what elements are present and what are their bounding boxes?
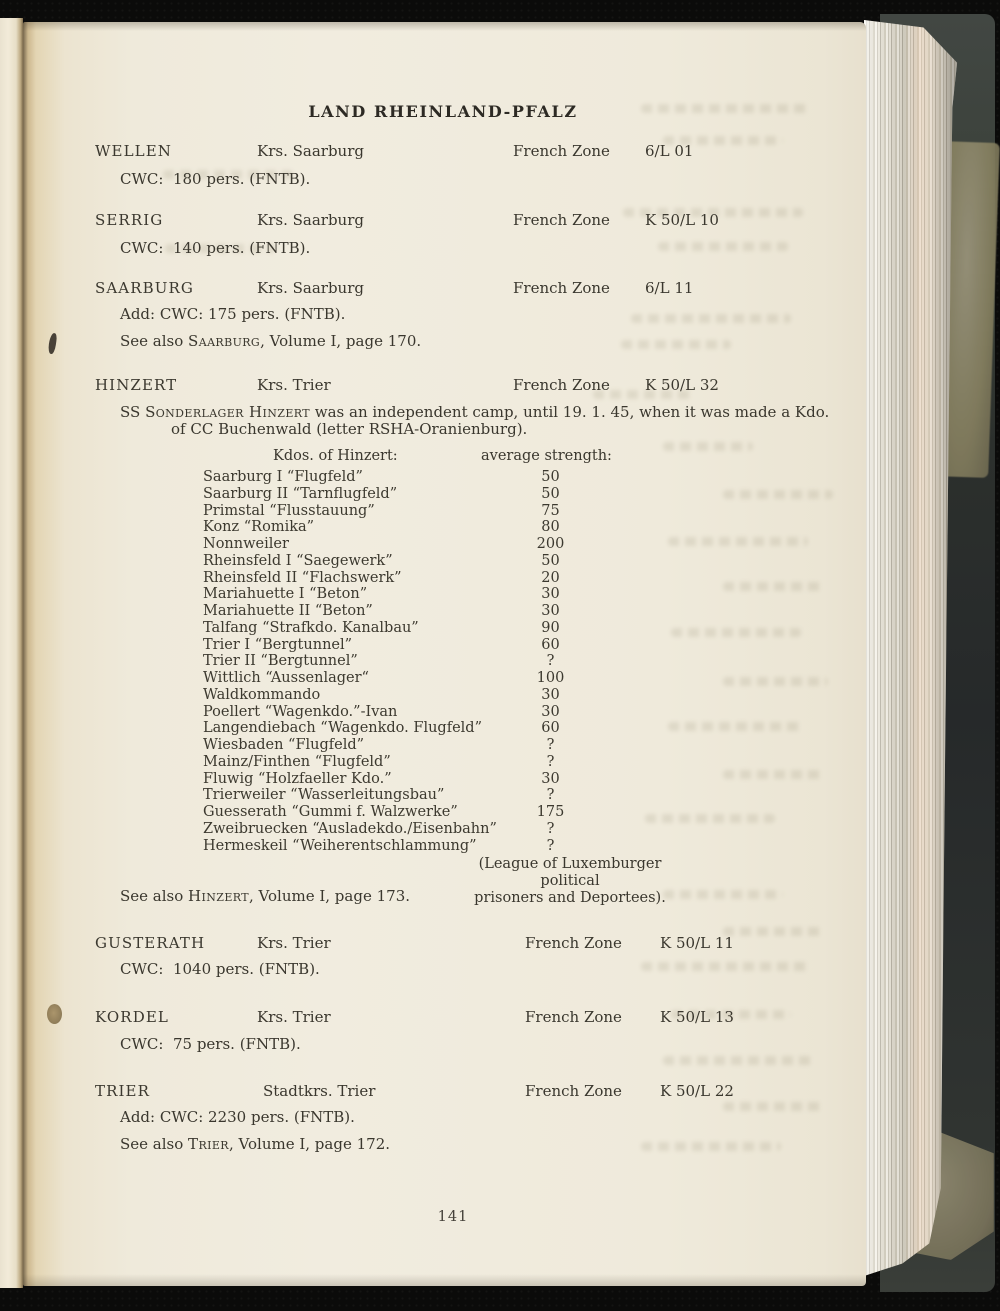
kdo-strength: 50: [541, 469, 560, 485]
bleedthrough-mark: [663, 890, 783, 899]
league-note: (League of Luxemburger political prisoners and Deportees).: [474, 856, 666, 906]
bleedthrough-mark: [723, 770, 823, 779]
kdo-strength: 30: [541, 686, 560, 703]
entry-zone: French Zone: [525, 1082, 622, 1100]
kdo-strength: ?: [546, 737, 555, 753]
entry-district: Krs. Trier: [257, 1008, 331, 1026]
bleedthrough-mark: [723, 582, 823, 591]
entry-zone: French Zone: [513, 279, 610, 297]
kdo-row: [203, 754, 633, 771]
kdo-strength: 90: [541, 619, 560, 636]
bleedthrough-mark: [663, 1056, 813, 1065]
kdo-strength: 175: [536, 804, 565, 820]
kdo-row: [203, 821, 633, 838]
bleedthrough-mark: [668, 722, 803, 731]
entry-code: 6/L 01: [645, 142, 694, 160]
kdo-label: Guesserath “Gummi f. Walzwerke”: [203, 804, 458, 820]
ink-speck: [48, 333, 58, 355]
kdo-row: [203, 670, 633, 687]
kdo-header-left: Kdos. of Hinzert:: [273, 448, 398, 464]
kdo-strength: 75: [541, 502, 560, 519]
kdo-label: Trier I “Bergtunnel”: [203, 636, 353, 653]
kdo-label: Trierweiler “Wasserleitungsbau”: [203, 787, 445, 804]
entry-name: TRIER: [95, 1082, 150, 1100]
kdo-label: Poellert “Wagenkdo.”-Ivan: [203, 703, 398, 720]
kdo-row: [203, 620, 633, 637]
entry-district: Krs. Saarburg: [257, 142, 364, 160]
kdo-strength: 30: [541, 703, 560, 720]
entry-code: K 50/L 11: [660, 934, 734, 952]
kdo-label: Talfang “Strafkdo. Kanalbau”: [203, 619, 419, 636]
kdo-strength: 60: [541, 636, 560, 653]
bleedthrough-mark: [663, 442, 753, 451]
kdo-row: [203, 536, 633, 553]
kdo-label: Hermeskeil “Weiherentschlammung”: [203, 837, 477, 854]
entry-code: 6/L 11: [645, 279, 694, 297]
kdo-row: [203, 486, 633, 503]
entry-district: Stadtkrs. Trier: [263, 1082, 376, 1100]
entry-district: Krs. Trier: [257, 376, 331, 394]
facing-page-edge: [0, 18, 23, 1288]
kdo-label: Fluwig “Holzfaeller Kdo.”: [203, 770, 392, 787]
bleedthrough-mark: [641, 962, 811, 971]
entry-code: K 50/L 32: [645, 376, 719, 394]
kdo-label: Rheinsfeld I “Saegewerk”: [203, 552, 393, 569]
kdo-label: Mariahuette I “Beton”: [203, 586, 368, 603]
kdo-label: Trier II “Bergtunnel”: [203, 653, 358, 670]
kdo-strength: ?: [546, 653, 555, 670]
kdo-row: [203, 586, 633, 603]
kdo-label: Rheinsfeld II “Flachswerk”: [203, 569, 402, 586]
kdo-strength: 100: [536, 670, 565, 686]
bleedthrough-mark: [641, 1142, 781, 1151]
kdo-row: [203, 720, 633, 737]
kdo-row: [203, 603, 633, 620]
entry-zone: French Zone: [525, 1008, 622, 1026]
kdo-label: Konz “Romika”: [203, 519, 315, 536]
kdo-row: [203, 519, 633, 536]
entry-name: WELLEN: [95, 142, 172, 160]
entry-name: SAARBURG: [95, 279, 194, 297]
entry-see-also: See also Trier, Volume I, page 172.: [120, 1135, 391, 1153]
kdo-label: Zweibruecken “Ausladekdo./Eisenbahn”: [203, 820, 497, 837]
page-heading: LAND RHEINLAND-PFALZ: [308, 102, 578, 121]
entry-name: GUSTERATH: [95, 934, 206, 952]
kdo-strength: ?: [546, 837, 555, 854]
kdo-label: Langendiebach “Wagenkdo. Flugfeld”: [203, 720, 482, 737]
kdo-strength: ?: [546, 820, 555, 837]
kdo-row: [203, 787, 633, 804]
kdo-row: [203, 737, 633, 754]
kdo-header-right: average strength:: [481, 448, 612, 464]
kdo-strength: 50: [541, 485, 560, 502]
kdo-row: [203, 653, 633, 670]
kdo-strength: ?: [546, 787, 555, 804]
kdo-row: [203, 687, 633, 704]
kdo-table-body: [203, 469, 633, 854]
kdo-label: Waldkommando: [203, 686, 321, 703]
kdo-label: Mainz/Finthen “Flugfeld”: [203, 753, 391, 770]
bleedthrough-mark: [645, 814, 775, 823]
kdo-row: [203, 804, 633, 821]
entry-zone: French Zone: [513, 376, 610, 394]
hinzert-note-line2: of CC Buchenwald (letter RSHA-Oranienburg).: [171, 420, 528, 438]
kdo-label: Saarburg II “Tarnflugfeld”: [203, 485, 398, 502]
bleedthrough-mark: [668, 537, 808, 546]
hinzert-note-line1: SS Sonderlager Hinzert was an independent camp, until 19. 1. 45, when it was made a Kdo.: [120, 403, 830, 421]
kdo-strength: 30: [541, 770, 560, 787]
kdo-strength: 30: [541, 586, 560, 603]
kdo-label: Wiesbaden “Flugfeld”: [203, 737, 365, 753]
entry-zone: French Zone: [513, 142, 610, 160]
book-page: [23, 22, 866, 1286]
bleedthrough-mark: [723, 490, 833, 499]
entry-cwc-line: CWC: 1040 pers. (FNTB).: [120, 960, 320, 978]
kdo-row: [203, 838, 633, 855]
entry-district: Krs. Trier: [257, 934, 331, 952]
entry-zone: French Zone: [513, 211, 610, 229]
kdo-strength: 30: [541, 603, 560, 619]
entry-district: Krs. Saarburg: [257, 279, 364, 297]
kdo-row: [203, 637, 633, 654]
entry-see-also: See also Saarburg, Volume I, page 170.: [120, 332, 422, 350]
kdo-row: [203, 570, 633, 587]
kdo-label: Primstal “Flusstauung”: [203, 502, 375, 519]
bleedthrough-mark: [658, 242, 788, 251]
page-number: 141: [437, 1209, 469, 1225]
entry-cwc-line: CWC: 75 pers. (FNTB).: [120, 1035, 301, 1053]
entry-code: K 50/L 22: [660, 1082, 734, 1100]
kdo-row: [203, 704, 633, 721]
bleedthrough-mark: [723, 1102, 823, 1111]
entry-cwc-line: CWC: 140 pers. (FNTB).: [120, 239, 311, 257]
kdo-row: [203, 469, 633, 486]
kdo-strength: 80: [541, 519, 560, 536]
entry-code: K 50/L 10: [645, 211, 719, 229]
bleedthrough-mark: [671, 628, 801, 637]
entry-zone: French Zone: [525, 934, 622, 952]
entry-name: SERRIG: [95, 211, 164, 229]
kdo-label: Mariahuette II “Beton”: [203, 603, 373, 619]
kdo-strength: ?: [546, 753, 555, 770]
kdo-strength: 50: [541, 552, 560, 569]
entry-code: K 50/L 13: [660, 1008, 734, 1026]
entry-add-line: Add: CWC: 2230 pers. (FNTB).: [120, 1108, 355, 1126]
bleedthrough-mark: [723, 677, 828, 686]
bleedthrough-mark: [631, 314, 791, 323]
paper-blemish: [47, 1004, 62, 1024]
entry-add-line: Add: CWC: 175 pers. (FNTB).: [120, 305, 346, 323]
entry-name: KORDEL: [95, 1008, 169, 1026]
kdo-row: [203, 503, 633, 520]
kdo-label: Nonnweiler: [203, 536, 289, 552]
kdo-row: [203, 771, 633, 788]
bleedthrough-mark: [621, 340, 731, 349]
entry-district: Krs. Saarburg: [257, 211, 364, 229]
kdo-strength: 200: [536, 536, 565, 552]
kdo-strength: 20: [541, 569, 560, 586]
kdo-strength: 60: [541, 720, 560, 737]
bleedthrough-mark: [723, 927, 823, 936]
kdo-label: Saarburg I “Flugfeld”: [203, 469, 363, 485]
entry-cwc-line: CWC: 180 pers. (FNTB).: [120, 170, 311, 188]
entry-name: HINZERT: [95, 376, 178, 394]
entry-see-also: See also Hinzert, Volume I, page 173.: [120, 887, 411, 905]
kdo-label: Wittlich “Aussenlager“: [203, 670, 369, 686]
kdo-row: [203, 553, 633, 570]
